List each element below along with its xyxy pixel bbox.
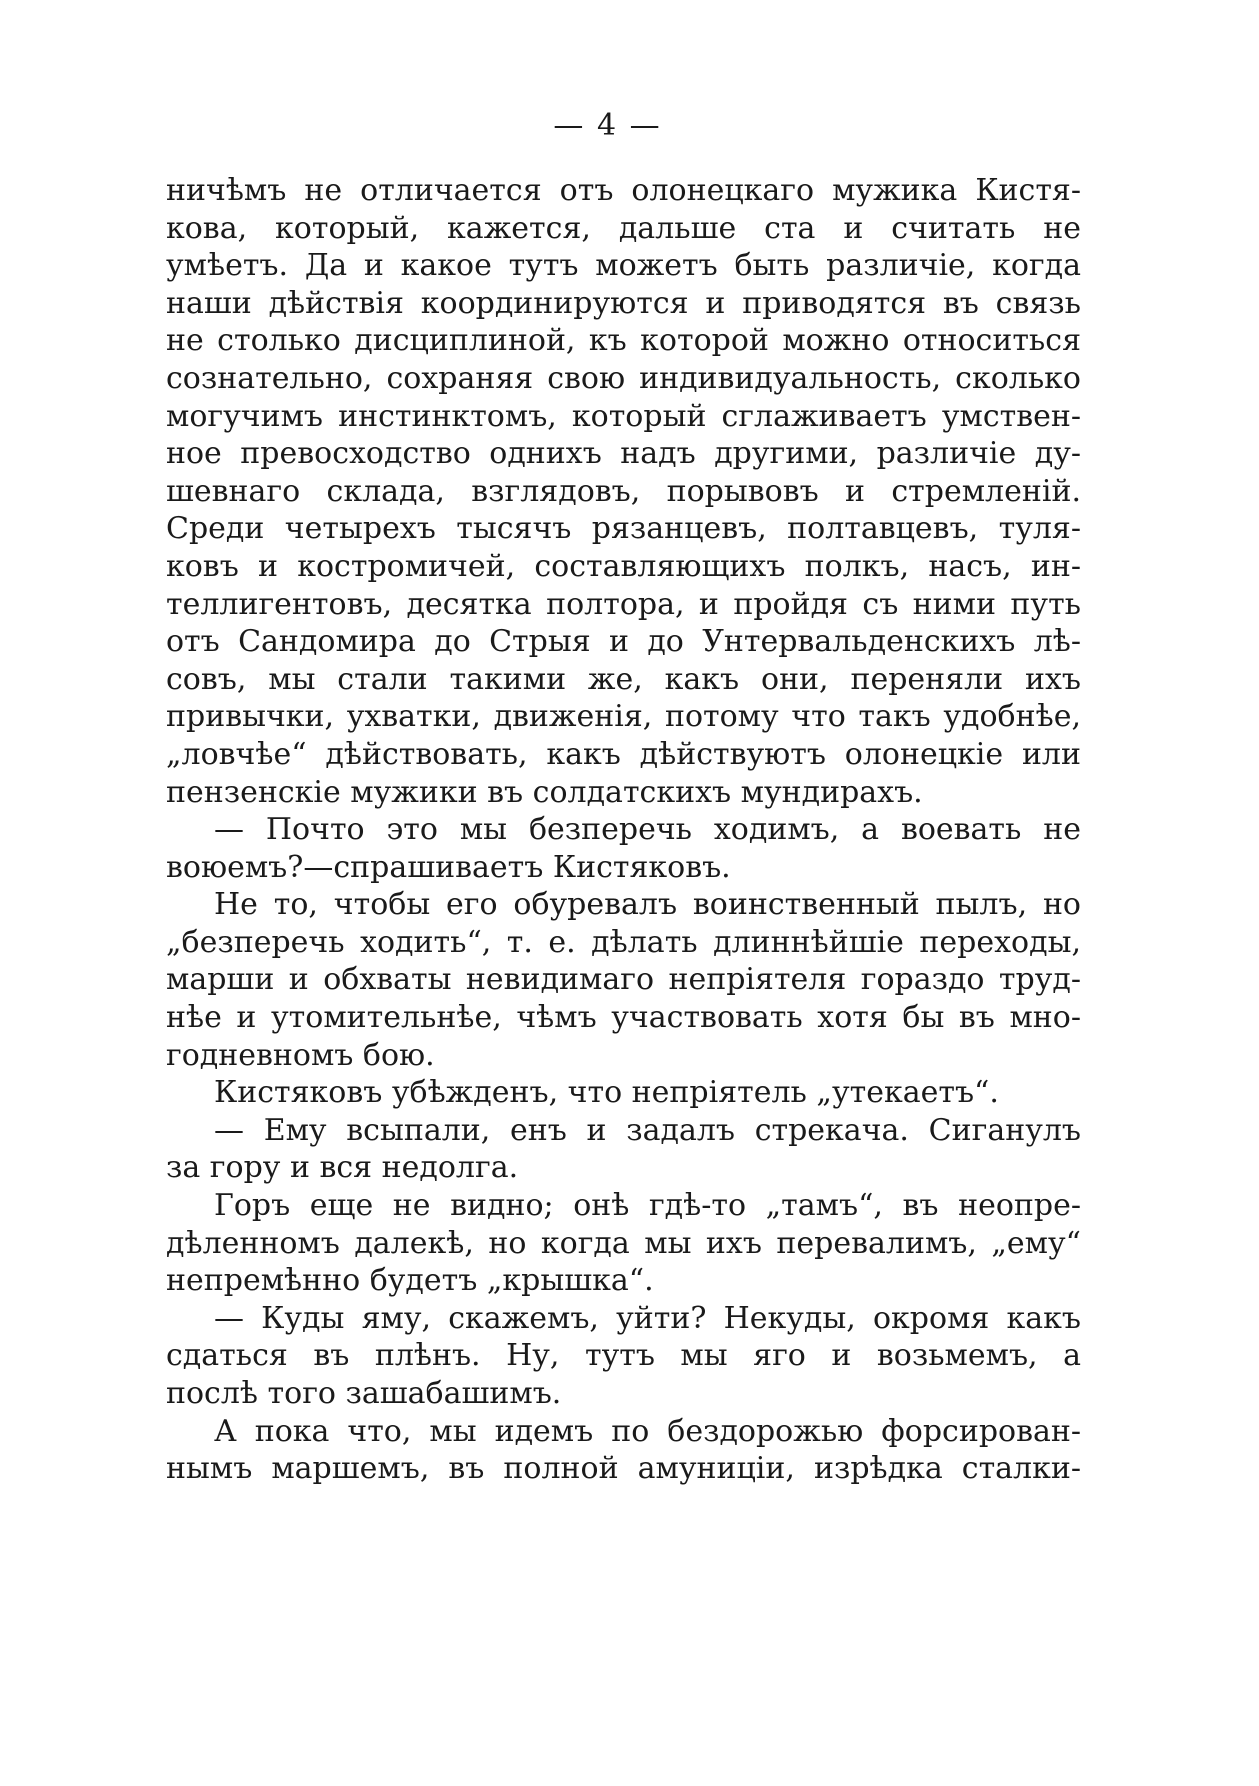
text-line: А пока что, мы идемъ по бездорожью форсирован- xyxy=(214,1413,1081,1449)
text-line: „ловчѣе“ дѣйствовать, какъ дѣйствуютъ олонецкіе или xyxy=(166,736,1081,772)
text-line: нѣе и утомительнѣе, чѣмъ участвовать хотя бы въ мно- xyxy=(166,1000,1081,1036)
text-line: умѣетъ. Да и какое тутъ можетъ быть различіе, когда xyxy=(166,248,1081,284)
text-line: непремѣнно будетъ „крышка“. xyxy=(166,1263,654,1299)
text-line: сознательно, сохраняя свою индивидуальность, сколько xyxy=(166,360,1081,396)
text-line: шевнаго склада, взглядовъ, порывовъ и стремленій. xyxy=(166,473,1081,509)
text-line: могучимъ инстинктомъ, который сглаживаетъ умствен- xyxy=(166,398,1081,434)
text-line: — Ему всыпали, енъ и задалъ стрекача. Сиганулъ xyxy=(214,1112,1081,1148)
text-line: пензенскіе мужики въ солдатскихъ мундирахъ. xyxy=(166,774,923,810)
page-number: — 4 — xyxy=(553,108,662,143)
text-line: воюемъ?—спрашиваетъ Кистяковъ. xyxy=(166,849,731,885)
text-line: — Почто это мы безперечь ходимъ, а воевать не xyxy=(214,812,1081,848)
text-line: Горъ еще не видно; онѣ гдѣ-то „тамъ“, въ неопре- xyxy=(214,1188,1081,1224)
text-line: теллигентовъ, десятка полтора, и пройдя съ ними путь xyxy=(166,586,1081,622)
text-line: годневномъ бою. xyxy=(166,1037,435,1073)
body-text xyxy=(166,172,1081,1488)
text-line: кова, который, кажется, дальше ста и считать не xyxy=(166,210,1081,246)
text-line: — Куды яму, скажемъ, уйти? Некуды, окромя какъ xyxy=(214,1300,1081,1336)
text-line: „безперечь ходить“, т. е. дѣлать длиннѣйшіе переходы, xyxy=(166,924,1081,960)
text-line: не столько дисциплиной, къ которой можно относиться xyxy=(166,323,1081,359)
text-line: послѣ того зашабашимъ. xyxy=(166,1376,562,1411)
text-line: сдаться въ плѣнъ. Ну, тутъ мы яго и возьмемъ, а xyxy=(166,1338,1081,1374)
text-line: наши дѣйствія координируются и приводятся въ связь xyxy=(166,285,1081,321)
text-line: марши и обхваты невидимаго непріятеля гораздо труд- xyxy=(166,962,1081,998)
text-line: ничѣмъ не отличается отъ олонецкаго мужика Кистя- xyxy=(166,173,1081,208)
text-line: привычки, ухватки, движенія, потому что такъ удобнѣе, xyxy=(166,699,1081,735)
text-line: совъ, мы стали такими же, какъ они, переняли ихъ xyxy=(166,661,1081,697)
text-line: Не то, чтобы его обуревалъ воинственный пылъ, но xyxy=(214,887,1081,923)
text-line: Кистяковъ убѣжденъ, что непріятель „утекаетъ“. xyxy=(214,1075,999,1111)
text-line: за гору и вся недолга. xyxy=(166,1150,519,1186)
text-line: ное превосходство однихъ надъ другими, различіе ду- xyxy=(166,436,1081,472)
text-line: дѣленномъ далекѣ, но когда мы ихъ перевалимъ, „ему“ xyxy=(166,1225,1081,1261)
text-line: отъ Сандомира до Стрыя и до Унтервальденскихъ лѣ- xyxy=(166,624,1081,660)
text-line: ковъ и костромичей, составляющихъ полкъ, насъ, ин- xyxy=(166,548,1081,584)
text-line: Среди четырехъ тысячъ рязанцевъ, полтавцевъ, туля- xyxy=(166,511,1081,547)
text-line: нымъ маршемъ, въ полной амуниціи, изрѣдка сталки- xyxy=(166,1451,1081,1487)
